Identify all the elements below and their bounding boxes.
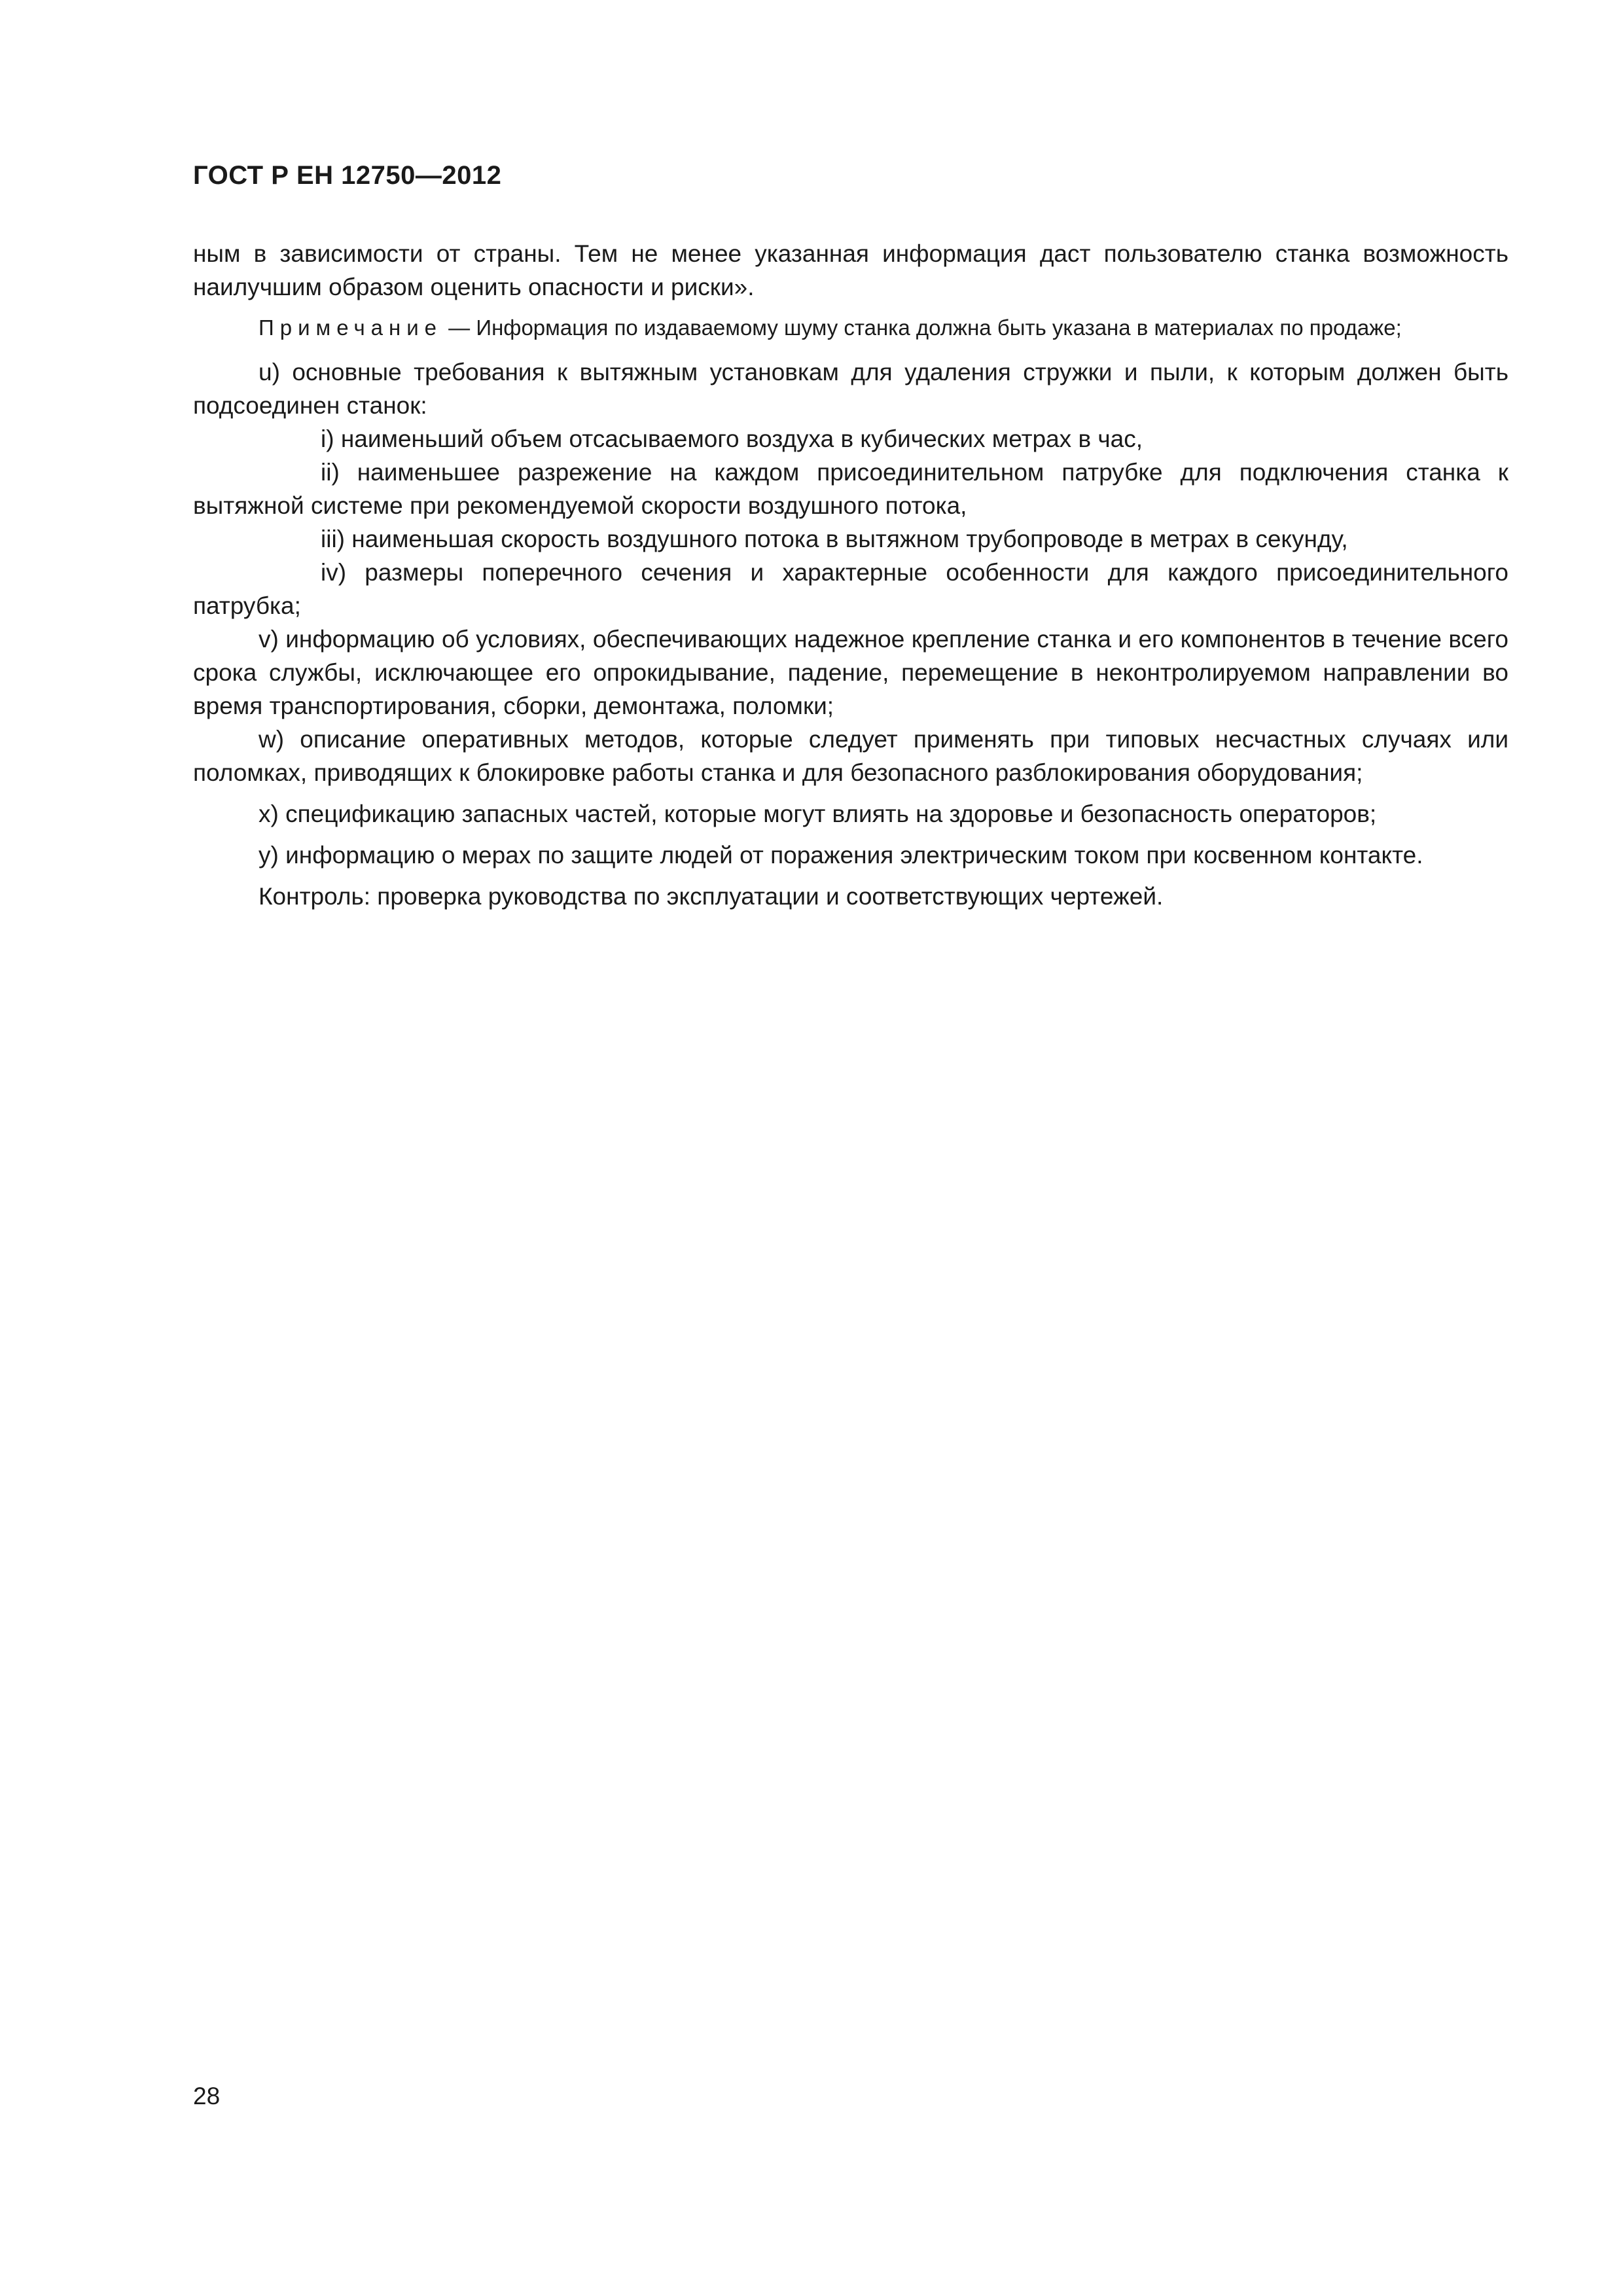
control-statement: Контроль: проверка руководства по эксплуатации и соответствующих чертежей. [259, 883, 1164, 910]
list-subitem-ii: ii) наименьшее разрежение на каждом присоединительном патрубке для подключения станка к вытяжной системе при рекомендуемой скорости воздушного потока, [193, 459, 1508, 519]
note-text: — Информация по издаваемому шуму станка должна быть указана в материалах по продаже; [442, 315, 1402, 340]
note-label: Примечание [259, 315, 443, 340]
document-header: ГОСТ Р ЕН 12750—2012 [193, 161, 502, 190]
list-item-x: x) спецификацию запасных частей, которые могут влиять на здоровье и безопасность операторов; [259, 800, 1377, 827]
paragraph-continuation: ным в зависимости от страны. Тем не менее указанная информация даст пользователю станка возможность наилучшим образом оценить опасности и риски». [193, 240, 1508, 300]
note-paragraph [193, 313, 1508, 342]
list-item-w: w) описание оперативных методов, которые следует применять при типовых несчастных случаях или поломках, приводящих к блокировке работы станка и для безопасного разблокирования оборудования; [193, 726, 1508, 786]
list-item-u: u) основные требования к вытяжным установкам для удаления стружки и пыли, к которым должен быть подсоединен станок: [193, 359, 1508, 419]
list-subitem-iv: iv) размеры поперечного сечения и характерные особенности для каждого присоединительного патрубка; [193, 559, 1508, 619]
page-body [193, 237, 1508, 913]
list-item-y: y) информацию о мерах по защите людей от поражения электрическим током при косвенном контакте. [259, 842, 1423, 869]
list-subitem-iii: iii) наименьшая скорость воздушного потока в вытяжном трубопроводе в метрах в секунду, [321, 526, 1348, 552]
list-subitem-i: i) наименьший объем отсасываемого воздуха в кубических метрах в час, [321, 425, 1143, 452]
list-item-v: v) информацию об условиях, обеспечивающих надежное крепление станка и его компонентов в течение всего срока службы, исключающее его опрокидывание, падение, перемещение в неконтролируемом направлении во время транспортирования, сборки, демонтажа, поломки; [193, 626, 1508, 719]
page-number: 28 [193, 2083, 221, 2109]
